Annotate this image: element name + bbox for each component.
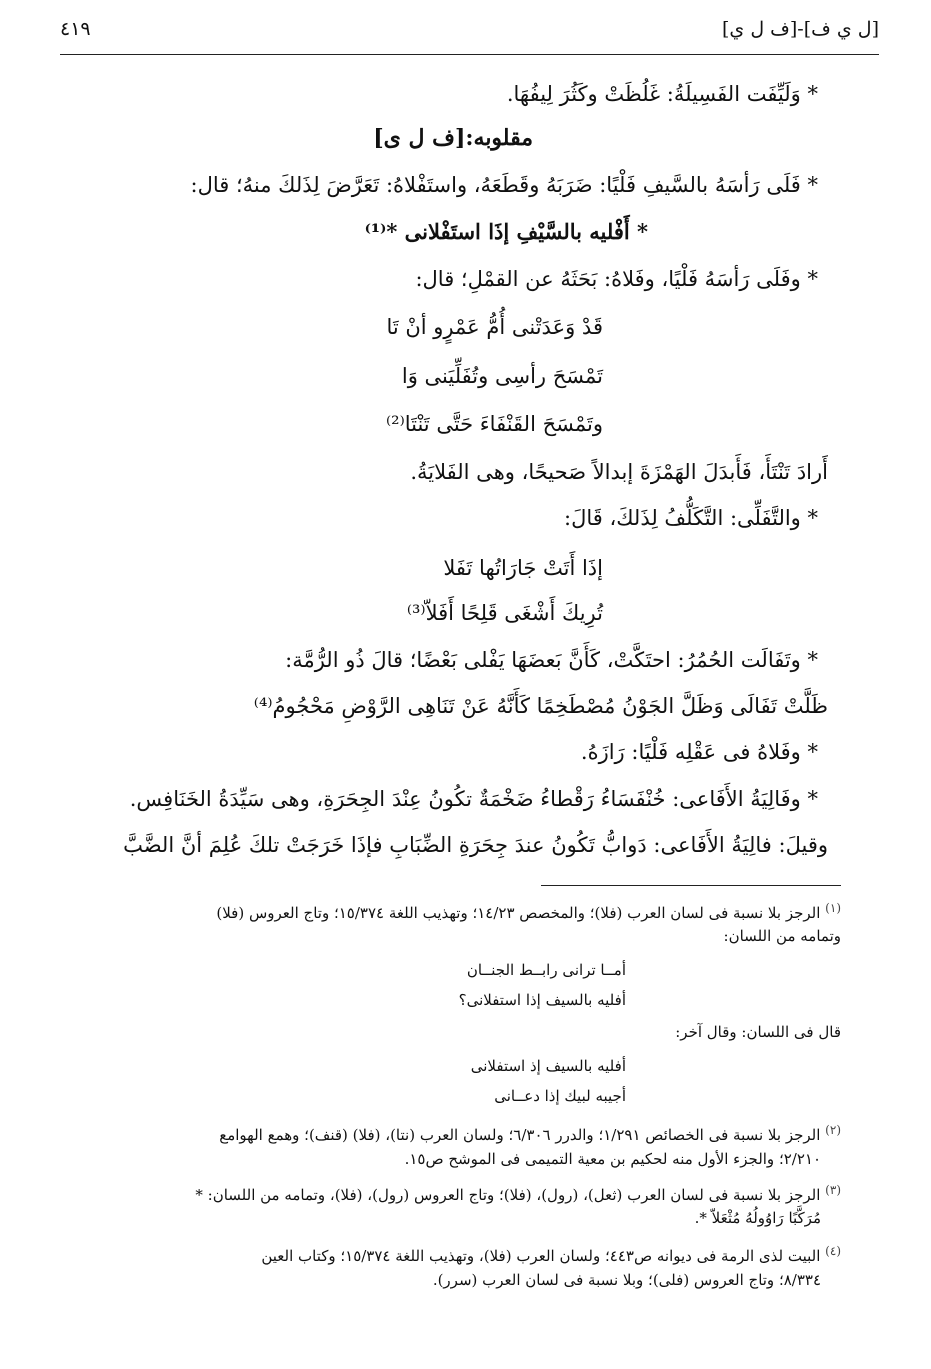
footnote-line (85, 1144, 841, 1174)
footnote-text: ٢/٢١٠؛ والجزء الأول منه لحكيم بن معية التميمى فى الموشح ص١٥. (404, 1150, 821, 1168)
text-line: قَدْ وَعَدَتْنى أُمُّ عَمْرٍو أنْ تَا (386, 315, 603, 339)
text-line: أَرادَ تَنْتَأَ، فَأَبدَلَ الهَمْزَةَ إبدالاً صَحيحًا، وهى الفَلايَةُ. (410, 460, 828, 484)
footnote-line (85, 1265, 841, 1295)
text-line: * وتَفَالَت الحُمُرُ: احتَكَّتْ، كَأَنَّ بَعضَهَا يَفْلى بَعْضًا؛ قالَ ذُو الرُّمَّة: (285, 648, 818, 672)
footnote-line (85, 1203, 841, 1233)
footnote-text: أفليه بالسيف إذا استفلانى؟ (458, 991, 626, 1009)
footnote-text: قال فى اللسان: وقال آخر: (675, 1023, 841, 1041)
footnote-text: الرجز بلا نسبة فى الخصائص ١/٢٩١؛ والدرر ٦/٣٠٦؛ ولسان العرب (نتا)، (فلا) (قنف)؛ وهمع الهوامع (219, 1126, 821, 1144)
footnote-line (85, 1175, 841, 1205)
footnote-text: ٨/٣٣٤؛ وتاج العروس (فلى)؛ وبلا نسبة فى لسان العرب (سرر). (432, 1271, 821, 1289)
footnote-text: الرجز بلا نسبة فى لسان العرب (فلا)؛ والمخصص ١٤/٢٣؛ وتهذيب اللغة ١٥/٣٧٤؛ وتاج العروس (فلا) (216, 904, 821, 922)
header-rule (60, 54, 879, 55)
footnote-marker: (١) (825, 901, 841, 915)
footnote-line (85, 1081, 841, 1111)
footnote-text: أفليه بالسيف إذ استفلانى (470, 1057, 626, 1075)
text-line: * فَلَى رَأسَهُ بالسَّيفِ فَلْيًا: ضَرَبَهُ وقَطَعَهُ، واستَفْلاهُ: تَعَرَّضَ لِذَلكَ منهُ؛ قال: (190, 173, 818, 197)
text-line: * أَفْليه بالسَّيْفِ إذَا استَفْلانى *⁽¹⁾ (364, 219, 648, 244)
footnote-text: وتمامه من اللسان: (723, 927, 841, 945)
text-line: * والتَّفَلِّى: التَّكَلُّفُ لِذَلكَ، قَالَ: (564, 506, 818, 530)
footnote-line (85, 1051, 841, 1081)
footnote-line (85, 1017, 841, 1047)
text-line: * وَلَيِّفَت الفَسِيلَةُ: غَلُظَتْ وكَثُرَ لِيفُهَا. (506, 82, 818, 106)
running-head: [ل ي ف]-[ف ل ي] (722, 18, 879, 40)
footnote-line (85, 921, 841, 951)
footnote-text: الرجز بلا نسبة فى لسان العرب (ثعل)، (رول)، (فلا)؛ وتاج العروس (رول)، (فلا)، وتمامه من اللسان: * (195, 1186, 821, 1204)
footnote-line (85, 955, 841, 985)
text-line: * وفَلاهُ فى عَقْلِه فَلْيًا: رَازَهُ. (580, 740, 818, 764)
footnote-marker: (٤) (825, 1244, 841, 1258)
text-line: تَمْسَحَ رأسِى وتُفَلِّيَنى وَا (401, 364, 603, 388)
text-line: ظَلَّتْ تَفَالَى وَظَلَّ الجَوْنُ مُصْطَخِمًا كَأَنَّهُ عَنْ تَنَاهِى الرَّوْضِ مَحْجُومُ⁽⁴⁾ (253, 694, 828, 718)
text-line: وتَمْسَحَ القَنْفَاءَ حَتَّى تَنْتَا⁽²⁾ (385, 412, 603, 436)
footnote-marker: (٣) (825, 1183, 841, 1197)
text-line: وقيلَ: فالِيَةُ الأَفَاعى: دَوابُّ تَكُونُ عندَ جِحَرَةِ الضِّبَابِ فإذَا خَرَجَتْ تلكَ عُلِمَ أنَّ الضَّبَّ (123, 833, 828, 857)
footnote-line (85, 893, 841, 923)
footnote-text: البيت لذى الرمة فى ديوانه ص٤٤٣؛ ولسان العرب (فلا)، وتهذيب اللغة ١٥/٣٧٤؛ وكتاب العين (261, 1247, 821, 1265)
text-line: * وفَلَى رَأسَهُ فَلْيًا، وفَلاهُ: بَحَثَهُ عن القمْلِ؛ قال: (415, 267, 818, 291)
footnote-text: أمــا ترانى رابــط الجنــان (466, 961, 626, 979)
footnote-line (85, 1115, 841, 1145)
footnote-line (85, 1236, 841, 1266)
page-number: ٤١٩ (60, 18, 91, 40)
footnote-text: مُرَكَّبًا رَاوُولُهُ مُثْعَلاّ *. (694, 1209, 821, 1227)
text-line: تُرِيكَ أَشْغَى قَلِحًا أَفَلاّ⁽³⁾ (406, 601, 603, 625)
text-line: إذَا أَتَتْ جَارَاتُها تَفَلا (443, 556, 603, 580)
footnote-marker: (٢) (825, 1123, 841, 1137)
text-line: * وفَالِيَةُ الأَفَاعى: خُنْفَسَاءُ رَقْطاءُ ضَخْمَةٌ تكُونُ عِنْدَ الجِحَرَةِ، وهى سَيِّدَةُ الخَنَافِس. (129, 787, 818, 811)
footnote-line (85, 985, 841, 1015)
section-heading: مقلوبه:[ف ل ى] (373, 125, 533, 151)
footnote-separator (541, 885, 841, 886)
footnote-text: أجيبه لبيك إذا دعــانى (494, 1087, 626, 1105)
page-header (60, 14, 879, 48)
